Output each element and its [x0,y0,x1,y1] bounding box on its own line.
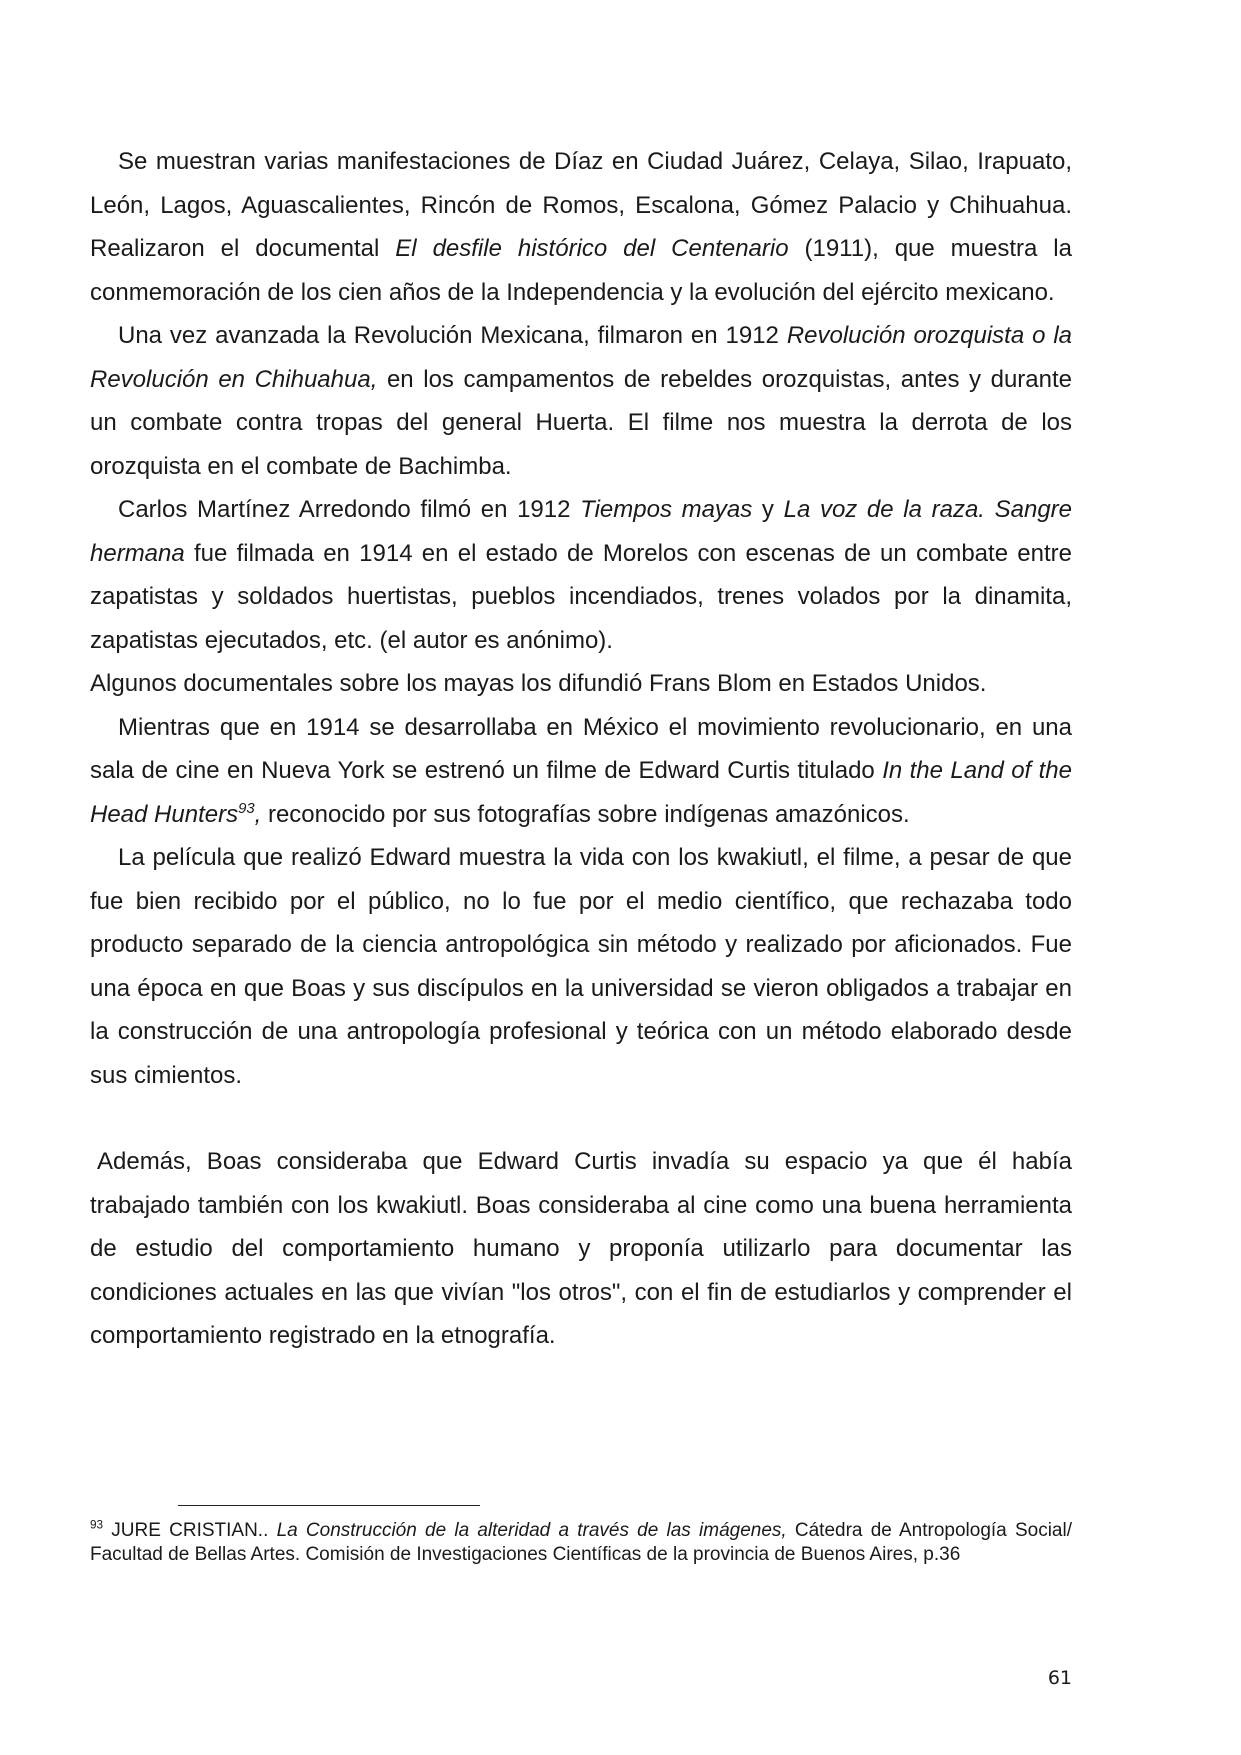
body-text [90,140,1072,1358]
footnote-reference: 93 [238,800,255,817]
paragraph-text: Carlos Martínez Arredondo filmó en 1912 [118,496,581,523]
film-title: El desfile histórico del Centenario [395,235,789,262]
footnote-separator [178,1505,480,1506]
film-title: Revolución orozquista o la Revolución en Chihuahua, [90,322,1073,393]
film-title-text: In the Land of the Head Hunters [90,757,1072,828]
footnote-author: JURE CRISTIAN.. [103,1520,277,1541]
paragraph-edward-curtis [90,706,1072,837]
footnote-details: Cátedra de Antropología Social/ Facultad de Bellas Artes. Comisión de Investigaciones Científicas de la provincia de Buenos Aires, p.36 [90,1520,1072,1565]
paragraph-revolution [90,314,1072,488]
paragraph-text: Mientras que en 1914 se desarrollaba en México el movimiento revolucionario, en una sala de cine en Nueva York se estrenó un filme de Edward Curtis titulado [90,713,1072,784]
footnote-number: 93 [90,1518,104,1532]
paragraph-frans-blom: Algunos documentales sobre los mayas los difundió Frans Blom en Estados Unidos. [90,670,987,697]
film-title: Tiempos mayas [580,496,753,523]
paragraph-diaz-manifestations [90,140,1072,314]
paragraph-martinez-arredondo [90,488,1072,662]
page-number: 61 [1047,1667,1072,1689]
paragraph-text: en los campamentos de rebeldes orozquistas, antes y durante un combate contra tropas del general Huerta. El filme nos muestra la derrota de los orozquista en el combate de Bachimba. [90,365,1073,480]
paragraph-text: fue filmada en 1914 en el estado de Morelos con escenas de un combate entre zapatistas y soldados huertistas, pueblos incendiados, trenes volados por la dinamita, zapatistas ejecutados, etc. (el autor es anónimo). [90,539,1072,654]
paragraph-text: Se muestran varias manifestaciones de Díaz en Ciudad Juárez, Celaya, Silao, Irapuato, León, Lagos, Aguascalientes, Rincón de Romos, Escalona, Gómez Palacio y Chihuahua. Realizaron el documental [90,148,1072,262]
paragraph-text: y [752,496,784,523]
paragraph-kwakiutl-film: La película que realizó Edward muestra la vida con los kwakiutl, el filme, a pesar de que fue bien recibido por el público, no lo fue por el medio científico, que rechazaba todo producto separado de la ciencia antropológica sin método y realizado por aficionados. Fue una época en que Boas y sus discípulos en la universidad se vieron obligados a trabajar en la construcción de una antropología profesional y teórica con un método elaborado desde sus cimientos. [90,844,1072,1089]
paragraph-text: (1911), que muestra la conmemoración de los cien años de la Independencia y la evolución del ejército mexicano. [90,235,1072,306]
paragraph-text: reconocido por sus fotografías sobre indígenas amazónicos. [261,800,910,828]
film-title-comma: , [254,800,262,828]
paragraph-spacer [90,1097,1072,1140]
footnote [90,1519,1072,1567]
footnote-title: La Construcción de la alteridad a través de las imágenes, [276,1520,787,1541]
paragraph-text: Una vez avanzada la Revolución Mexicana, filmaron en 1912 [118,322,787,349]
film-title: La voz de la raza. Sangre hermana [90,496,1073,567]
paragraph-boas: Además, Boas consideraba que Edward Curtis invadía su espacio ya que él había trabajado también con los kwakiutl. Boas consideraba al cine como una buena herramienta de estudio del comportamiento humano y proponía utilizarlo para documentar las condiciones actuales en las que vivían "los otros", con el fin de estudiarlos y comprender el comportamiento registrado en la etnografía. [90,1148,1072,1349]
